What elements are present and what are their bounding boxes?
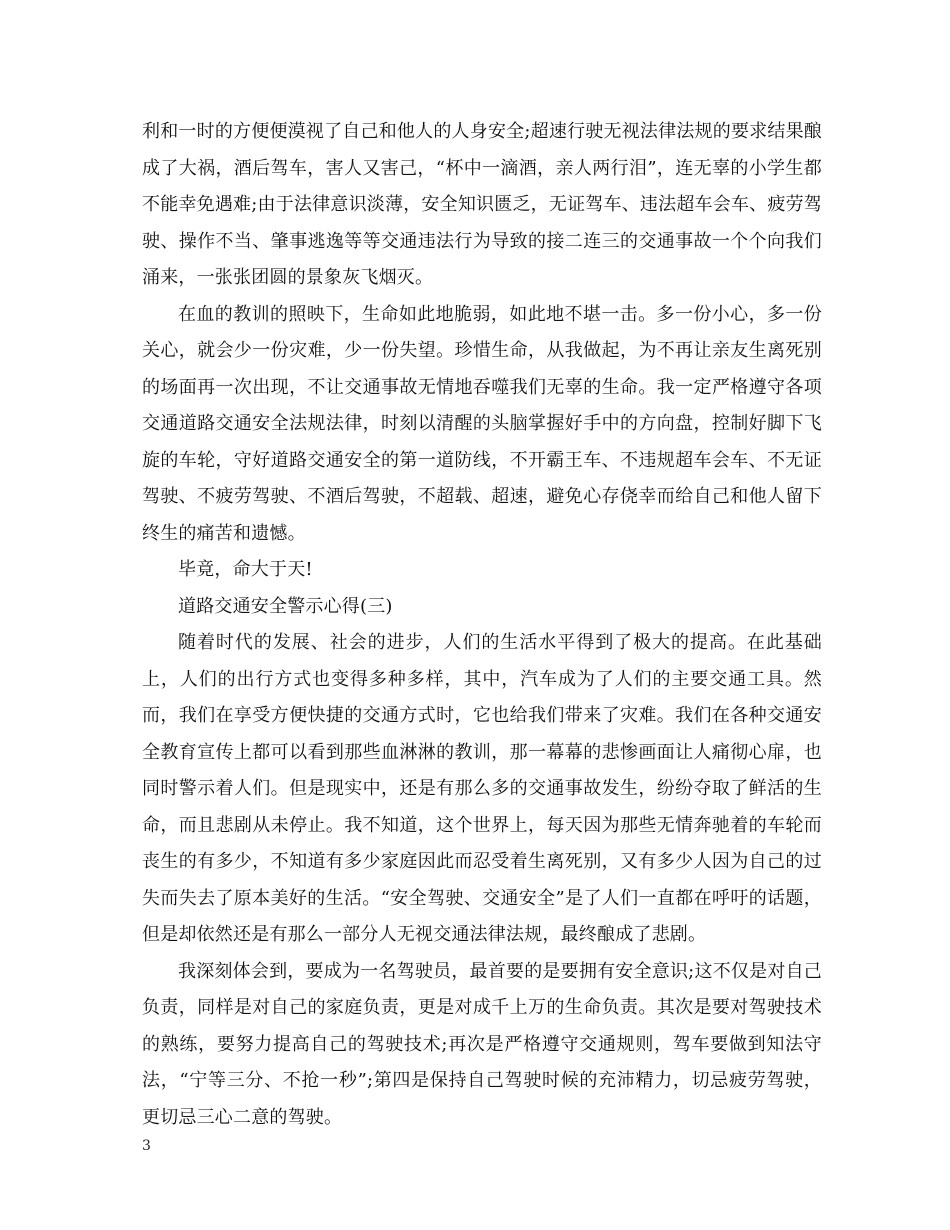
- paragraph-driver-awareness: 我深刻体会到，要成为一名驾驶员，最首要的是要拥有安全意识;这不仅是对自己负责，同样是对自己的家庭负责，更是对成千上万的生命负责。其次是要对驾驶技术的熟练，要努力提高自己的驾驶技术;再次是严格遵守交通规则，驾车要做到知法守法，“宁等三分、不抢一秒”;第四是保持自己驾驶时候的充沛精力，切忌疲劳驾驶，更切忌三心二意的驾驶。: [142, 960, 822, 1128]
- paragraph-life-above-all: 毕竟，命大于天!: [178, 559, 313, 580]
- paragraph-cherish-life: 在血的教训的照映下，生命如此地脆弱，如此地不堪一击。多一份小心，多一份关心，就会少一份灾难，少一份失望。珍惜生命，从我做起，为不再让亲友生离死别的场面再一次出现，不让交通事故无情地吞噬我们无辜的生命。我一定严格遵守各项交通道路交通安全法规法律，时刻以清醒的头脑掌握好手中的方向盘，控制好脚下飞旋的车轮，守好道路交通安全的第一道防线，不开霸王车、不违规超车会车、不无证驾驶、不疲劳驾驶、不酒后驾驶，不超载、超速，避免心存侥幸而给自己和他人留下终生的痛苦和遗憾。: [142, 303, 822, 544]
- document-body: [142, 114, 822, 1136]
- section-heading: 道路交通安全警示心得(三): [178, 595, 393, 617]
- paragraph-continuation: 利和一时的方便便漠视了自己和他人的人身安全;超速行驶无视法律法规的要求结果酿成了大祸，酒后驾车，害人又害己，“杯中一滴酒，亲人两行泪”，连无辜的小学生都不能幸免遇难;由于法律意识淡薄，安全知识匮乏，无证驾车、违法超车会车、疲劳驾驶、操作不当、肇事逃逸等等交通违法行为导致的接二连三的交通事故一个个向我们涌来，一张张团圆的景象灰飞烟灭。: [142, 121, 822, 288]
- paragraph-era-development: 随着时代的发展、社会的进步，人们的生活水平得到了极大的提高。在此基础上，人们的出行方式也变得多种多样，其中，汽车成为了人们的主要交通工具。然而，我们在享受方便快捷的交通方式时，它也给我们带来了灾难。我们在各种交通安全教育宣传上都可以看到那些血淋淋的教训，那一幕幕的悲惨画面让人痛彻心扉，也同时警示着人们。但是现实中，还是有那么多的交通事故发生，纷纷夺取了鲜活的生命，而且悲剧从未停止。我不知道，这个世界上，每天因为那些无情奔驰着的车轮而丧生的有多少，不知道有多少家庭因此而忍受着生离死别，又有多少人因为自己的过失而失去了原本美好的生活。“安全驾驶、交通安全”是了人们一直都在呼吁的话题，但是却依然还是有那么一部分人无视交通法律法规，最终酿成了悲剧。: [142, 632, 822, 945]
- page-number: 3: [142, 1138, 151, 1154]
